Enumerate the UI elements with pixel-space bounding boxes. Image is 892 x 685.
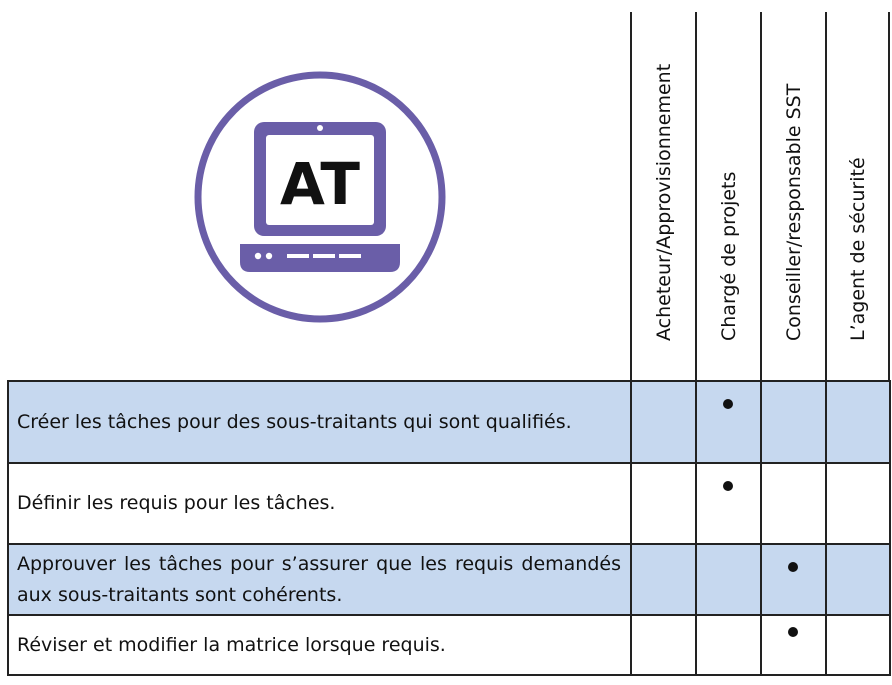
responsibility-dot	[788, 627, 798, 637]
header-label: Conseiller/responsable SST	[782, 83, 805, 341]
logo-area	[0, 0, 630, 381]
logo-text: AT	[280, 150, 360, 218]
task-text: Approuver les tâches pour s’assurer que les requis demandés aux sous-traitants sont cohérents.	[17, 552, 621, 606]
grid-line	[825, 381, 827, 675]
responsibility-dot	[723, 481, 733, 491]
header-acheteur	[630, 12, 695, 381]
header-agent-securite	[825, 12, 890, 381]
grid-line	[7, 543, 891, 545]
table-row	[7, 544, 891, 615]
grid-line	[7, 674, 891, 676]
grid-line	[7, 614, 891, 616]
laptop-icon	[0, 0, 630, 381]
grid-line	[630, 381, 632, 675]
header-label: Acheteur/Approvisionnement	[652, 63, 675, 341]
grid-line	[695, 381, 697, 675]
header-label: L’agent de sécurité	[846, 157, 869, 341]
header-conseiller-sst	[760, 12, 825, 381]
task-text: Créer les tâches pour des sous-traitants qui sont qualifiés.	[17, 410, 572, 433]
responsibility-dot	[723, 399, 733, 409]
responsibility-dot	[788, 562, 798, 572]
grid-line	[7, 462, 891, 464]
mark-cell	[695, 463, 760, 544]
grid-line	[760, 381, 762, 675]
mark-cell	[695, 381, 760, 463]
mark-cell	[760, 615, 825, 675]
header-label: Chargé de projets	[717, 171, 740, 341]
grid-line	[7, 380, 891, 382]
grid-line	[7, 381, 9, 675]
grid-line	[889, 381, 891, 675]
task-text: Définir les requis pour les tâches.	[17, 492, 336, 514]
header-charge-de-projets	[695, 12, 760, 381]
table-row	[7, 381, 891, 463]
table-row	[7, 463, 891, 544]
task-text: Réviser et modifier la matrice lorsque requis.	[17, 633, 446, 656]
mark-cell	[760, 544, 825, 615]
table-row	[7, 615, 891, 675]
